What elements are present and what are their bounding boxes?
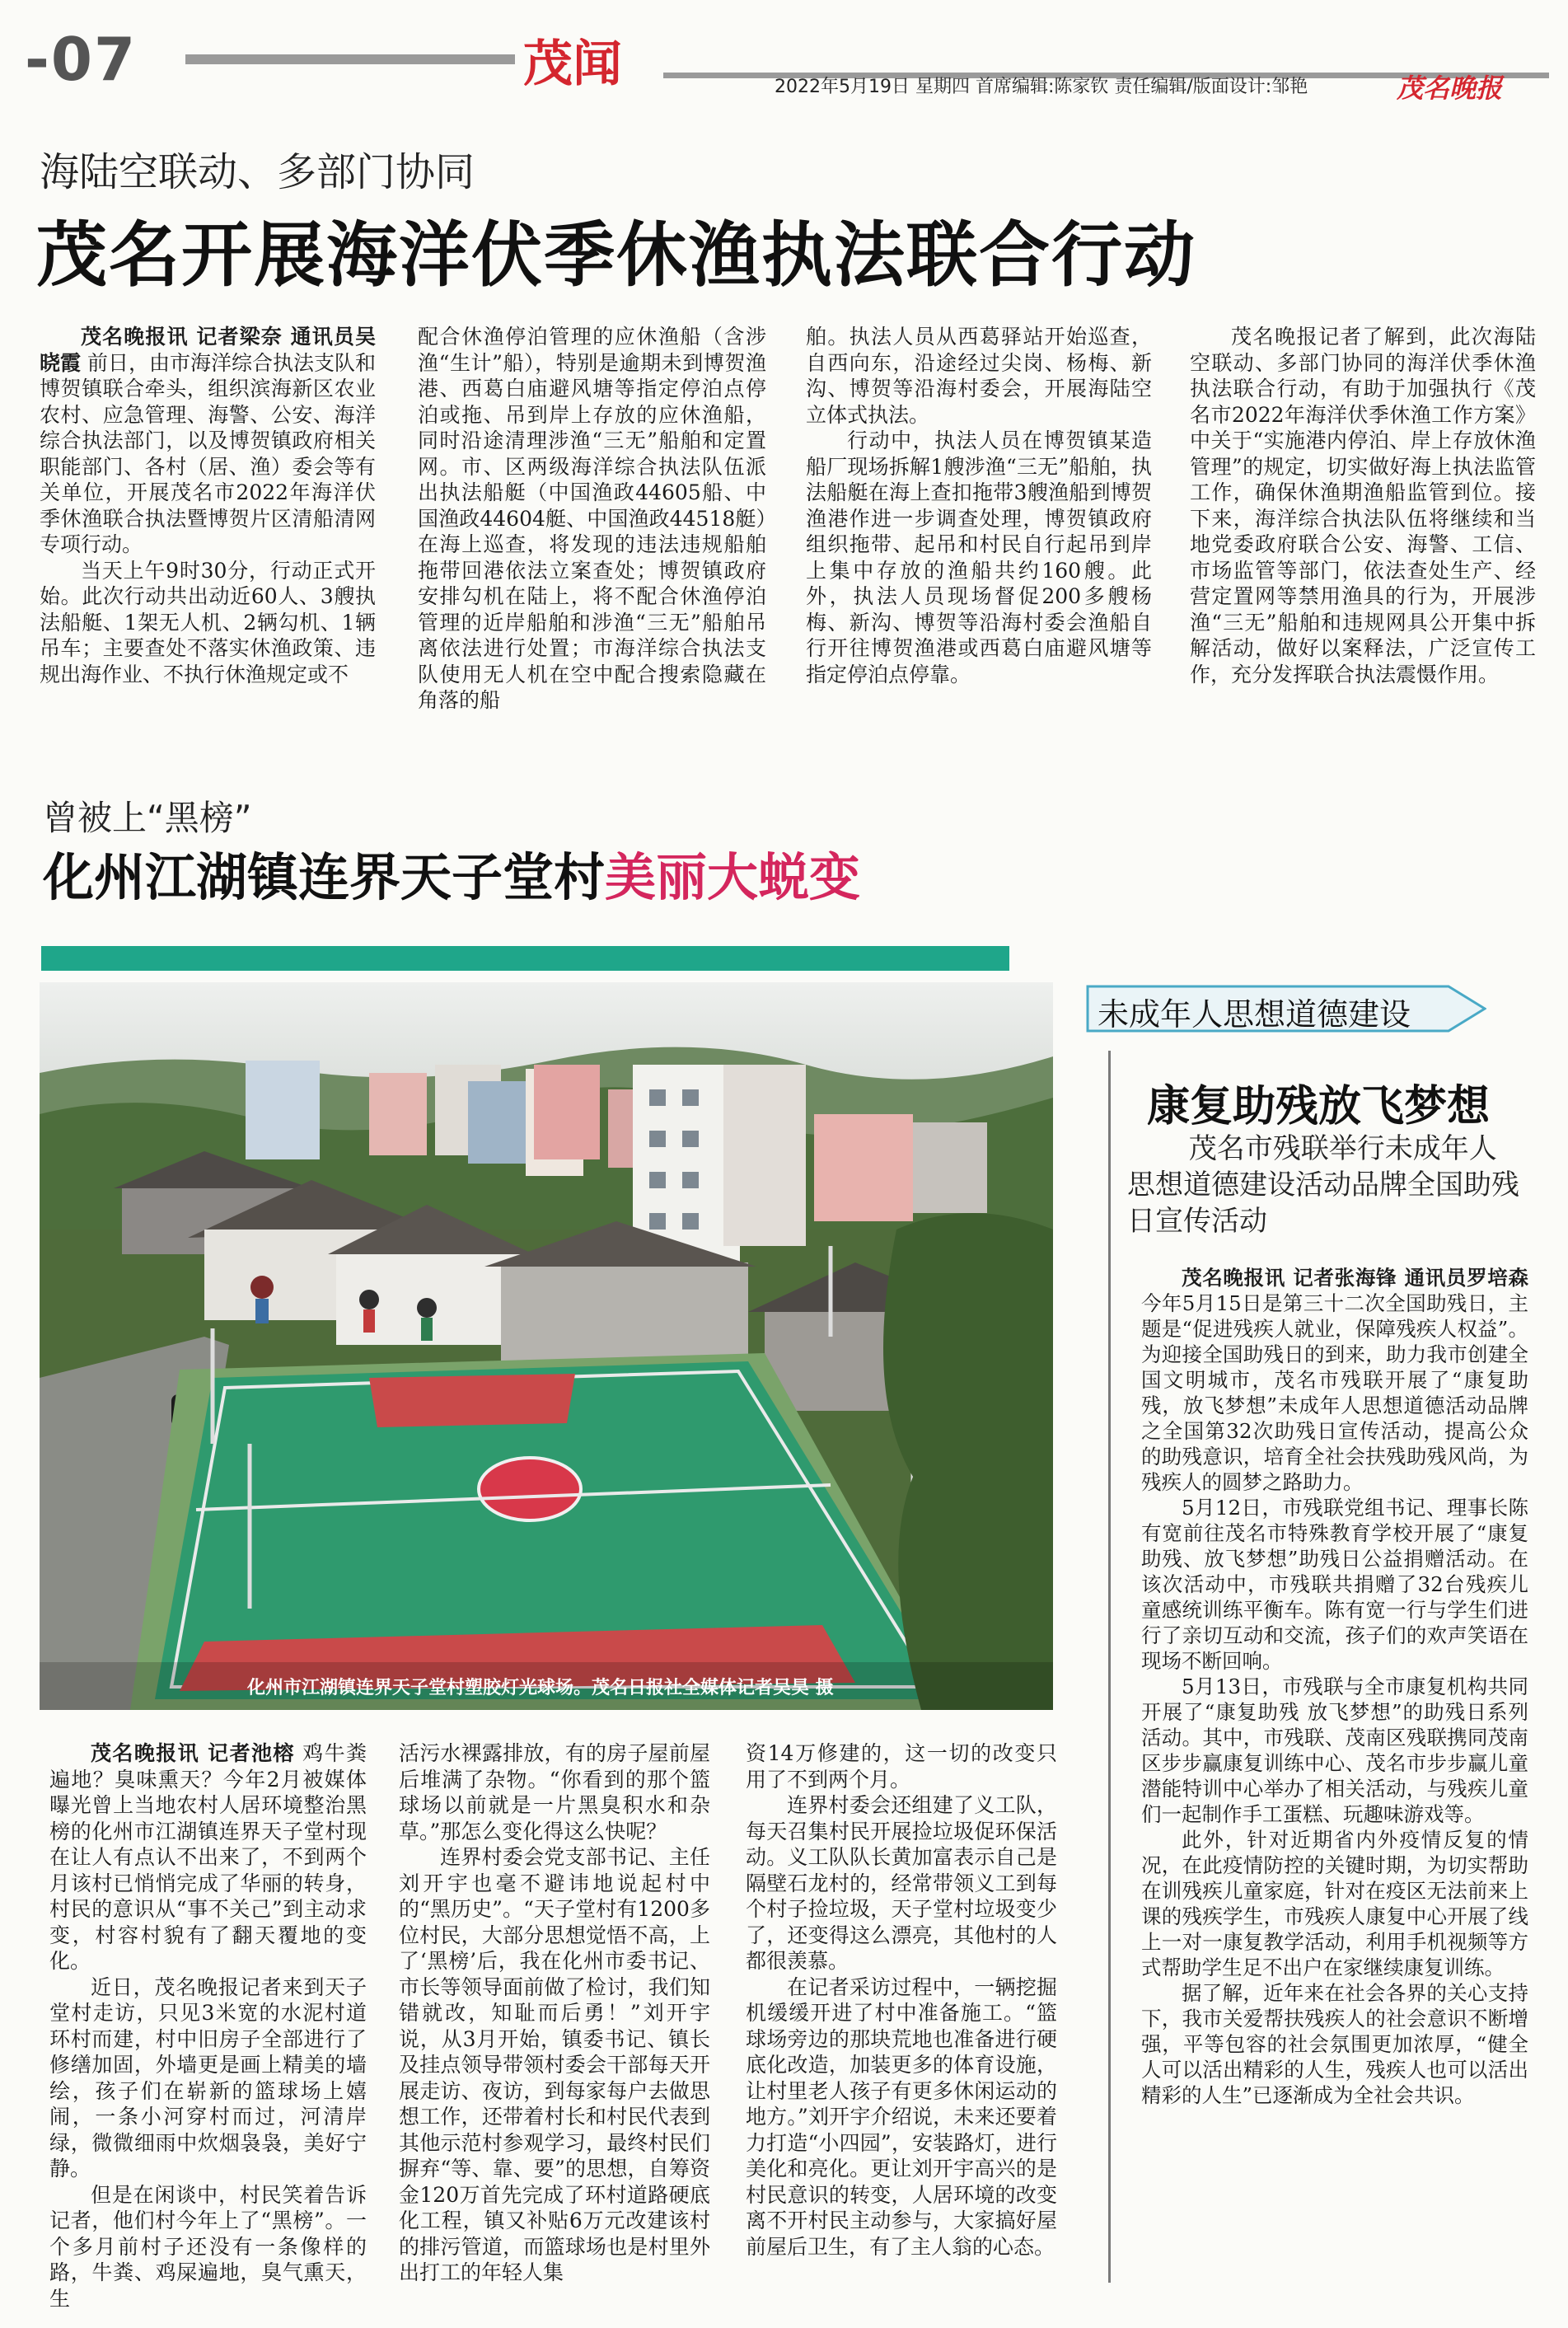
article2-title [43, 836, 860, 910]
article2-byline: 茂名晚报讯 记者池榕 [91, 1741, 295, 1765]
article3-body [1141, 1265, 1528, 2108]
paragraph: 活污水裸露排放，有的房子屋前屋后堆满了杂物。“你看到的那个篮球场以前就是一片黑臭积水和杂草。”那怎么变化得这么快呢？ [399, 1741, 710, 1843]
paragraph: 此外，针对近期省内外疫情反复的情况，在此疫情防控的关键时期，为切实帮助在训残疾儿童家庭，针对在疫区无法前来上课的残疾学生，市残疾人康复中心开展了线上一对一康复教学活动，利用手机视频等方式帮助学生足不出户在家继续康复训练。 [1141, 1828, 1528, 1979]
basketball-court-photo [40, 982, 1053, 1710]
article1-kicker: 海陆空联动、多部门协同 [40, 149, 475, 195]
paragraph: 茂名晚报记者了解到，此次海陆空联动、多部门协同的海洋伏季休渔执法联合行动，有助于加强执行《茂名市2022年海洋伏季休渔工作方案》中关于“实施港内停泊、岸上存放休渔管理”的规定，切实做好海上执法监管工作，确保休渔期渔船监管到位。接下来，海洋综合执法队伍将继续和当地党委政府联合公安、海警、工信、市场监管等部门，依法查处生产、经营定置网等禁用渔具的行为，开展涉渔“三无”船舶和违规网具公开集中拆解活动，做好以案释法，广泛宣传工作，充分发挥联合执法震慑作用。 [1190, 325, 1536, 686]
article2-kicker: 曾被上“黑榜” [43, 798, 252, 838]
article1-title: 茂名开展海洋伏季休渔执法联合行动 [36, 214, 1196, 297]
article2-column-3 [746, 1740, 1057, 2260]
page-number: -07 [25, 25, 138, 94]
paragraph: 在记者采访过程中，一辆挖掘机缓缓开进了村中准备施工。“篮球场旁边的那块荒地也准备进行硬底化改造，加装更多的体育设施，让村里老人孩子有更多休闲运动的地方。”刘开宇介绍说，未来还要着力打造“小四园”，安装路灯，进行美化和亮化。更让刘开宇高兴的是村民意识的转变，人居环境的改变离不开村民主动参与，大家搞好屋前屋后卫生，有了主人翁的心态。 [746, 1974, 1057, 2259]
paragraph: 鸡牛粪遍地？臭味熏天？今年2月被媒体曝光曾上当地农村人居环境整治黑榜的化州市江湖镇连界天子堂村现在让人有点认不出来了，不到两个月该村已悄悄完成了华丽的转身，村民的意识从“事不关己”到主动求变，村容村貌有了翻天覆地的变化。 [49, 1741, 367, 1973]
article1-column-2 [418, 324, 766, 714]
article3-byline: 茂名晚报讯 记者张海锋 通讯员罗培森 [1182, 1266, 1528, 1290]
paragraph: 当天上午9时30分，行动正式开始。此次行动共出动近60人、3艘执法船艇、1架无人机、2辆勾机、1辆吊车；主要查处不落实休渔政策、违规出海作业、不执行休渔规定或不 [40, 558, 376, 686]
article2-column-1 [49, 1740, 367, 2312]
issue-info: 2022年5月19日 星期四 首席编辑:陈家钦 责任编辑/版面设计:邹艳 [775, 77, 1308, 97]
article2-column-2 [399, 1740, 710, 2286]
paragraph: 5月12日，市残联党组书记、理事长陈有宽前往茂名市特殊教育学校开展了“康复助残、放飞梦想”助残日公益捐赠活动。在该次活动中，市残联共捐赠了32台残疾儿童感统训练平衡车。陈有宽一行与学生们进行了亲切互动和交流，孩子们的欢声笑语在现场不断回响。 [1141, 1496, 1528, 1673]
paragraph: 舶。执法人员从西葛驿站开始巡查，自西向东，沿途经过尖岗、杨梅、新沟、博贺等沿海村委会，开展海陆空立体式执法。 [806, 325, 1152, 427]
article1-byline: 茂名晚报讯 记者梁奈 通讯员吴晓霞 [40, 325, 376, 375]
paragraph: 配合休渔停泊管理的应休渔船（含涉渔“生计”船），特别是逾期未到博贺渔港、西葛白庙避风塘等指定停泊点停泊或拖、吊到岸上存放的应休渔船，同时沿途清理涉渔“三无”船舶和定置网。市、区两级海洋综合执法队伍派出执法船艇（中国渔政44605船、中国渔政44604艇、中国渔政44518艇）在海上巡查，将发现的违法违规船舶拖带回港依法立案查处；博贺镇政府安排勾机在陆上，将不配合休渔停泊管理的近岸船舶和涉渔“三无”船舶吊离依法进行处置；市海洋综合执法支队使用无人机在空中配合搜索隐藏在角落的船 [418, 325, 766, 712]
article3-subtitle: 茂名市残联举行未成年人思想道德建设活动品牌全国助残日宣传活动 [1127, 1132, 1519, 1238]
masthead-logo: 茂名晚报 [1397, 73, 1503, 104]
article2-title-main: 化州江湖镇连界天子堂村 [43, 847, 606, 907]
paragraph: 连界村委会党支部书记、主任刘开宇也毫不避讳地说起村中的“黑历史”。“天子堂村有1200多位村民，大部分思想觉悟不高，上了‘黑榜’后，我在化州市委书记、市长等领导面前做了检讨，我们知错就改，知耻而后勇！”刘开宇说，从3月开始，镇委书记、镇长及挂点领导带领村委会干部每天开展走访、夜访，到每家每户去做思想工作，还带着村长和村民代表到其他示范村参观学习，最终村民们摒弃“等、靠、要”的思想，自筹资金120万首先完成了环村道路硬底化工程，镇又补贴6万元改建该村的排污管道，而篮球场也是村里外出打工的年轻人集 [399, 1845, 710, 2284]
article2-title-highlight: 美丽大蜕变 [605, 847, 861, 907]
article1-column-1 [40, 324, 376, 687]
paragraph: 5月13日，市残联与全市康复机构共同开展了“康复助残 放飞梦想”的助残日系列活动。其中，市残联、茂南区残联携同茂南区步步赢康复训练中心、茂名市步步赢儿童潜能特训中心举办了相关活动，与残疾儿童们一起制作手工蛋糕、玩趣味游戏等。 [1141, 1675, 1528, 1826]
article1-column-4 [1190, 324, 1536, 687]
paragraph: 但是在闲谈中，村民笑着告诉记者，他们村今年上了“黑榜”。一个多月前村子还没有一条像样的路，牛粪、鸡屎遍地，臭气熏天，生 [49, 2182, 367, 2311]
article1-column-3 [806, 324, 1152, 687]
column-tag-label: 未成年人思想道德建设 [1098, 996, 1411, 1033]
photo-accent-bar [41, 946, 1009, 971]
paragraph: 行动中，执法人员在博贺镇某造船厂现场拆解1艘涉渔“三无”船舶，执法船艇在海上查扣拖带3艘渔船到博贺渔港作进一步调查处理，博贺镇政府组织拖带、起吊和村民自行起吊到岸上集中存放的渔船共约160艘。此外，执法人员现场督促200多艘杨梅、新沟、博贺等沿海村委会渔船自行开往博贺渔港或西葛白庙避风塘等指定停泊点停靠。 [806, 429, 1152, 686]
section-name: 茂闻 [523, 35, 622, 93]
paragraph: 近日，茂名晚报记者来到天子堂村走访，只见3米宽的水泥村道环村而建，村中旧房子全部进行了修缮加固，外墙更是画上精美的墙绘，孩子们在崭新的篮球场上嬉闹，一条小河穿村而过，河清岸绿，微微细雨中炊烟袅袅，美好宁静。 [49, 1974, 367, 2180]
column-divider [1108, 1051, 1111, 2283]
paragraph: 连界村委会还组建了义工队，每天召集村民开展捡垃圾促环保活动。义工队队长黄加富表示自己是隔壁石龙村的，经常带领义工到每个村子捡垃圾，天子堂村垃圾变少了，还变得这么漂亮，其他村的人都很羡慕。 [746, 1793, 1057, 1973]
header-rule [185, 54, 515, 64]
paragraph: 资14万修建的，这一切的改变只用了不到两个月。 [746, 1741, 1057, 1792]
paragraph: 前日，由市海洋综合执法支队和博贺镇联合牵头，组织滨海新区农业农村、应急管理、海警、公安、海洋综合执法部门，以及博贺镇政府相关职能部门、各村（居、渔）委会等有关单位，开展茂名市2022年海洋伏季休渔联合执法暨博贺片区清船清网专项行动。 [40, 350, 376, 556]
paragraph: 今年5月15日是第三十二次全国助残日，主题是“促进残疾人就业，保障残疾人权益”。为迎接全国助残日的到来，助力我市创建全国文明城市，茂名市残联开展了“康复助残，放飞梦想”未成年人思想道德活动品牌之全国第32次助残日宣传活动，提高公众的助残意识，培育全社会扶残助残风尚，为残疾人的圆梦之路助力。 [1141, 1291, 1528, 1494]
photo-caption: 化州市江湖镇连界天子堂村塑胶灯光球场。茂名日报社全媒体记者吴昊 摄 [247, 1678, 834, 1698]
paragraph: 据了解，近年来在社会各界的关心支持下，我市关爱帮扶残疾人的社会意识不断增强，平等包容的社会氛围更加浓厚，“健全人可以活出精彩的人生，残疾人也可以活出精彩的人生”已逐渐成为全社会共识。 [1141, 1981, 1528, 2107]
article3-title: 康复助残放飞梦想 [1147, 1082, 1491, 1131]
